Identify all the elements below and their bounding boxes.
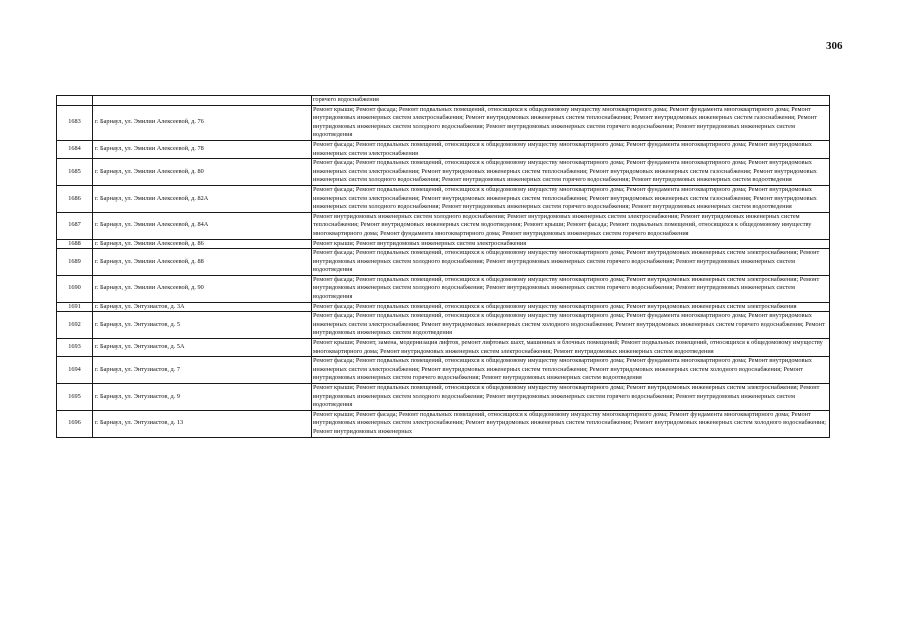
row-works: Ремонт фасада; Ремонт подвальных помещений, относящихся к общедомовому имуществу многоквартирного дома; Ремонт фундамента многоквартирного дома; Ремонт внутридомовых инженерных систем электроснабжения; Ремонт внутридомовых инженерных систем теплоснабжения; Ремонт внутридомовых инженерных систем газоснабжения; Ремонт внутридомовых инженерных систем холодного водоснабжения; Ремонт внутридомовых инженерных систем горячего водоснабжения; Ремонт внутридомовых инженерных систем водоотведения	[312, 185, 830, 212]
table-row	[57, 140, 830, 158]
table-row	[57, 212, 830, 239]
table-row	[57, 159, 830, 186]
row-address: г. Барнаул, ул. Энтузиастов, д. 9	[93, 384, 312, 411]
row-works: Ремонт крыши; Ремонт фасада; Ремонт подвальных помещений, относящихся к общедомовому имуществу многоквартирного дома; Ремонт фундамента многоквартирного дома; Ремонт внутридомовых инженерных систем электроснабжения; Ремонт внутридомовых инженерных систем теплоснабжения; Ремонт внутридомовых инженерных систем холодного водоснабжения; Ремонт внутридомовых инженерных	[312, 410, 830, 437]
row-address: г. Барнаул, ул. Эмилии Алексеевой, д. 78	[93, 140, 312, 158]
table-row	[57, 384, 830, 411]
row-works: Ремонт фасада; Ремонт подвальных помещений, относящихся к общедомовому имуществу многоквартирного дома; Ремонт фундамента многоквартирного дома; Ремонт внутридомовых инженерных систем электроснабжения	[312, 140, 830, 158]
row-works: Ремонт крыши; Ремонт фасада; Ремонт подвальных помещений, относящихся к общедомовому имуществу многоквартирного дома; Ремонт фундамента многоквартирного дома; Ремонт внутридомовых инженерных систем электроснабжения; Ремонт внутридомовых инженерных систем теплоснабжения; Ремонт внутридомовых инженерных систем газоснабжения; Ремонт внутридомовых инженерных систем холодного водоснабжения; Ремонт внутридомовых инженерных систем горячего водоснабжения; Ремонт внутридомовых инженерных систем водоотведения	[312, 105, 830, 140]
row-works: Ремонт фасада; Ремонт подвальных помещений, относящихся к общедомовому имуществу многоквартирного дома; Ремонт фундамента многоквартирного дома; Ремонт внутридомовых инженерных систем электроснабжения; Ремонт внутридомовых инженерных систем теплоснабжения; Ремонт внутридомовых инженерных систем холодного водоснабжения; Ремонт внутридомовых инженерных систем горячего водоснабжения; Ремонт внутридомовых инженерных систем водоотведения	[312, 357, 830, 384]
row-address: г. Барнаул, ул. Эмилии Алексеевой, д. 82А	[93, 185, 312, 212]
row-works: Ремонт крыши; Ремонт внутридомовых инженерных систем электроснабжения	[312, 239, 830, 249]
row-works: Ремонт фасада; Ремонт подвальных помещений, относящихся к общедомовому имуществу многоквартирного дома; Ремонт фундамента многоквартирного дома; Ремонт внутридомовых инженерных систем электроснабжения; Ремонт внутридомовых инженерных систем холодного водоснабжения; Ремонт внутридомовых инженерных систем горячего водоснабжения; Ремонт внутридомовых инженерных систем водоотведения	[312, 312, 830, 339]
registry-table-body	[57, 96, 830, 438]
row-works: Ремонт фасада; Ремонт подвальных помещений, относящихся к общедомовому имуществу многоквартирного дома; Ремонт внутридомовых инженерных систем электроснабжения; Ремонт внутридомовых инженерных систем холодного водоснабжения; Ремонт внутридомовых инженерных систем горячего водоснабжения; Ремонт внутридомовых инженерных систем водоотведения	[312, 249, 830, 276]
table-row	[57, 185, 830, 212]
table-row	[57, 275, 830, 302]
row-number: 1691	[57, 302, 93, 312]
row-number: 1695	[57, 384, 93, 411]
row-address: г. Барнаул, ул. Эмилии Алексеевой, д. 86	[93, 239, 312, 249]
table-row	[57, 410, 830, 437]
row-number: 1690	[57, 275, 93, 302]
row-works: Ремонт крыши; Ремонт подвальных помещений, относящихся к общедомовому имуществу многоквартирного дома; Ремонт внутридомовых инженерных систем электроснабжения; Ремонт внутридомовых инженерных систем холодного водоснабжения; Ремонт внутридомовых инженерных систем горячего водоснабжения; Ремонт внутридомовых инженерных систем водоотведения	[312, 384, 830, 411]
row-address: г. Барнаул, ул. Эмилии Алексеевой, д. 84А	[93, 212, 312, 239]
registry-table	[56, 95, 830, 438]
row-number: 1688	[57, 239, 93, 249]
table-row	[57, 339, 830, 357]
row-address: г. Барнаул, ул. Эмилии Алексеевой, д. 76	[93, 105, 312, 140]
row-works: Ремонт фасада; Ремонт подвальных помещений, относящихся к общедомовому имуществу многоквартирного дома; Ремонт внутридомовых инженерных систем электроснабжения	[312, 302, 830, 312]
table-row	[57, 312, 830, 339]
page-number: 306	[826, 40, 843, 52]
row-works: Ремонт крыши; Ремонт, замена, модернизация лифтов, ремонт лифтовых шахт, машинных и блочных помещений; Ремонт подвальных помещений, относящихся к общедомовому имуществу многоквартирного дома; Ремонт внутридомовых инженерных систем электроснабжения; Ремонт внутридомовых инженерных систем водоотведения	[312, 339, 830, 357]
row-address: г. Барнаул, ул. Эмилии Алексеевой, д. 80	[93, 159, 312, 186]
row-works: Ремонт внутридомовых инженерных систем холодного водоснабжения; Ремонт внутридомовых инженерных систем электроснабжения; Ремонт внутридомовых инженерных систем теплоснабжения; Ремонт внутридомовых инженерных систем водоотведения; Ремонт крыши; Ремонт фасада; Ремонт подвальных помещений, относящихся к общедомовому имуществу многоквартирного дома; Ремонт фундамента многоквартирного дома; Ремонт внутридомовых инженерных систем горячего водоснабжения	[312, 212, 830, 239]
table-row	[57, 249, 830, 276]
table-row	[57, 96, 830, 106]
row-address: г. Барнаул, ул. Эмилии Алексеевой, д. 88	[93, 249, 312, 276]
row-number: 1685	[57, 159, 93, 186]
row-works: горячего водоснабжения	[312, 96, 830, 106]
row-address: г. Барнаул, ул. Энтузиастов, д. 7	[93, 357, 312, 384]
table-row	[57, 357, 830, 384]
row-number: 1693	[57, 339, 93, 357]
row-address: г. Барнаул, ул. Энтузиастов, д. 13	[93, 410, 312, 437]
row-number: 1686	[57, 185, 93, 212]
row-works: Ремонт фасада; Ремонт подвальных помещений, относящихся к общедомовому имуществу многоквартирного дома; Ремонт внутридомовых инженерных систем электроснабжения; Ремонт внутридомовых инженерных систем холодного водоснабжения; Ремонт внутридомовых инженерных систем горячего водоснабжения; Ремонт внутридомовых инженерных систем водоотведения	[312, 275, 830, 302]
row-number: 1696	[57, 410, 93, 437]
table-row	[57, 239, 830, 249]
row-number: 1684	[57, 140, 93, 158]
row-number	[57, 96, 93, 106]
table-row	[57, 105, 830, 140]
row-number: 1694	[57, 357, 93, 384]
table-row	[57, 302, 830, 312]
row-address: г. Барнаул, ул. Эмилии Алексеевой, д. 90	[93, 275, 312, 302]
row-number: 1687	[57, 212, 93, 239]
row-address	[93, 96, 312, 106]
row-address: г. Барнаул, ул. Энтузиастов, д. 3А	[93, 302, 312, 312]
row-number: 1689	[57, 249, 93, 276]
row-address: г. Барнаул, ул. Энтузиастов, д. 5А	[93, 339, 312, 357]
row-works: Ремонт фасада; Ремонт подвальных помещений, относящихся к общедомовому имуществу многоквартирного дома; Ремонт фундамента многоквартирного дома; Ремонт внутридомовых инженерных систем электроснабжения; Ремонт внутридомовых инженерных систем теплоснабжения; Ремонт внутридомовых инженерных систем газоснабжения; Ремонт внутридомовых инженерных систем холодного водоснабжения; Ремонт внутридомовых инженерных систем горячего водоснабжения; Ремонт внутридомовых инженерных систем водоотведения	[312, 159, 830, 186]
row-number: 1683	[57, 105, 93, 140]
row-address: г. Барнаул, ул. Энтузиастов, д. 5	[93, 312, 312, 339]
row-number: 1692	[57, 312, 93, 339]
